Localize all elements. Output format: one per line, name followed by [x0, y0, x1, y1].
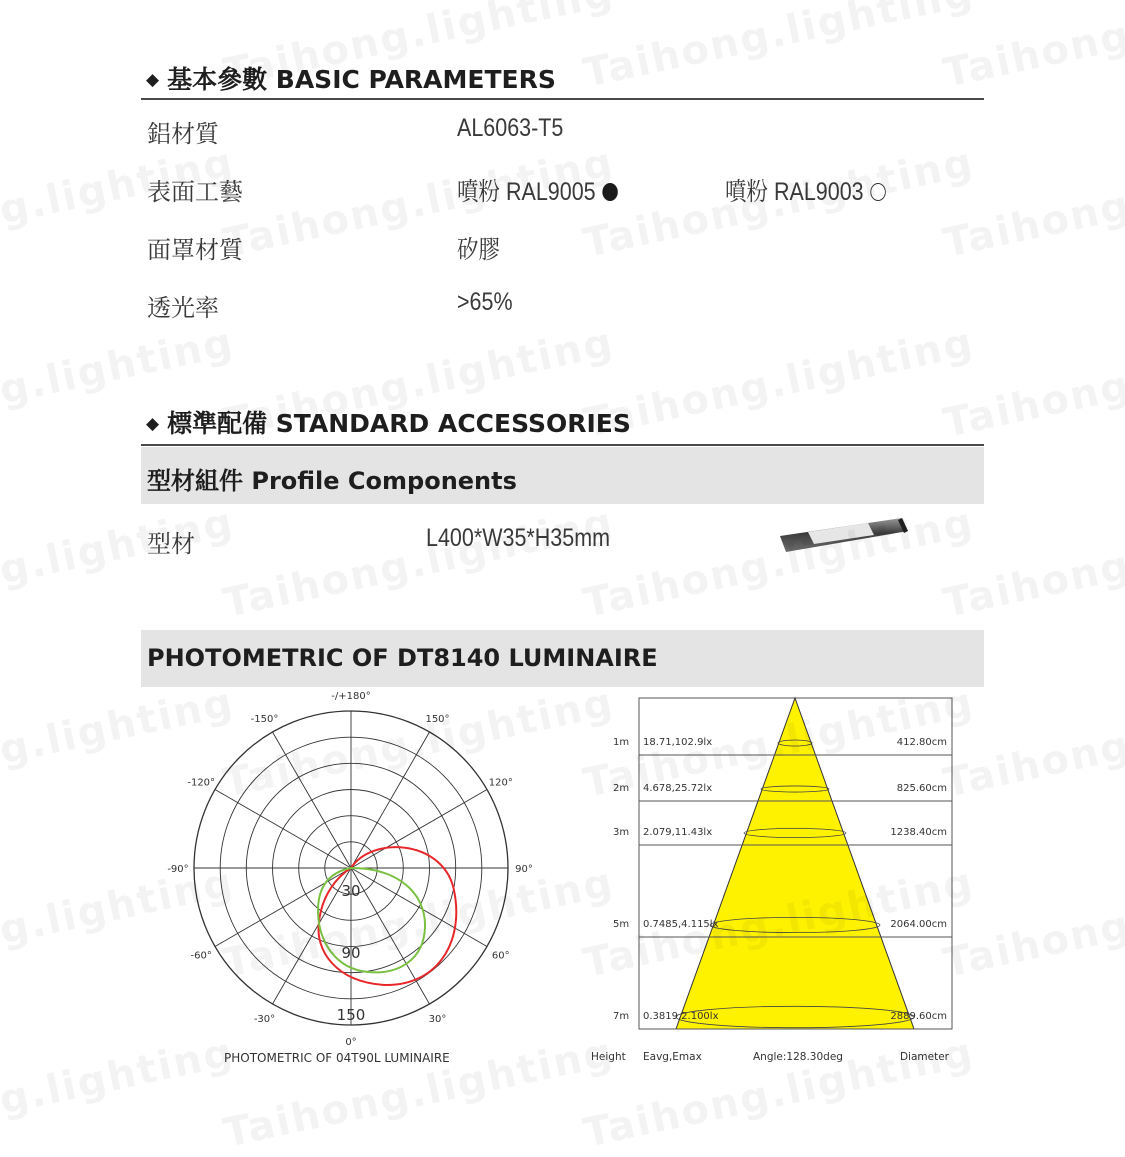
white-swatch-icon [871, 183, 886, 201]
param-value-transmittance: >65% [457, 288, 513, 316]
finish-black-text: 噴粉 RAL9005 [457, 178, 596, 206]
footer-eavg: Eavg,Emax [643, 1051, 702, 1063]
watermark-text [940, 0, 1125, 97]
polar-angle-label: 30° [428, 1013, 447, 1025]
diameter-label: 825.60cm [896, 783, 947, 794]
param-label-aluminium: 鋁材質 [147, 120, 219, 148]
diameter-label: 412.80cm [896, 737, 947, 748]
diameter-label: 1238.40cm [890, 827, 947, 838]
param-value-cover: 矽膠 [457, 236, 501, 264]
radial-label: 30 [341, 882, 361, 900]
photometric-band [141, 630, 984, 687]
diameter-label: 2064.00cm [890, 919, 947, 930]
polar-angle-label: -90° [167, 864, 189, 875]
cone-diagram [585, 690, 965, 1075]
profile-bar-image [770, 514, 910, 560]
height-label: 3m [613, 827, 630, 838]
radial-label: 150 [336, 1006, 366, 1024]
watermark-text [940, 679, 1125, 807]
height-label: 5m [613, 919, 630, 930]
basic-divider [141, 98, 984, 100]
profile-components-band [141, 447, 984, 504]
footer-angle: Angle:128.30deg [753, 1051, 843, 1063]
polar-spoke [351, 868, 430, 1004]
illuminance-label: 0.3819,2.100lx [643, 1011, 719, 1022]
param-value-finish-white [725, 172, 886, 208]
watermark-text [940, 319, 1125, 447]
illuminance-label: 2.079,11.43lx [643, 827, 713, 838]
accessories-title: ◆ 標準配備 STANDARD ACCESSORIES [146, 409, 631, 438]
polar-caption: PHOTOMETRIC OF 04T90L LUMINAIRE [224, 1051, 450, 1065]
polar-angle-label: -/+180° [331, 691, 371, 702]
profile-components-label: 型材組件 Profile Components [147, 467, 517, 495]
polar-spoke [215, 790, 351, 869]
basic-parameters-title: ◆ 基本參數 BASIC PARAMETERS [146, 65, 556, 94]
polar-angle-label: -30° [253, 1013, 276, 1025]
polar-spoke [215, 868, 351, 947]
accessories-divider [141, 444, 984, 446]
polar-diagram [140, 690, 560, 1080]
profile-dimensions: L400*W35*H35mm [426, 524, 611, 552]
diamond-bullet-icon: ◆ [146, 70, 160, 90]
polar-spoke [351, 868, 487, 947]
param-label-transmittance: 透光率 [147, 294, 219, 322]
polar-angle-label: -150° [250, 714, 279, 726]
black-swatch-icon [603, 183, 618, 201]
polar-spoke [351, 790, 487, 869]
diameter-label: 2889.60cm [890, 1011, 947, 1022]
illuminance-label: 0.7485,4.115lx [643, 919, 719, 930]
param-label-cover: 面罩材質 [147, 236, 243, 264]
photometric-title: PHOTOMETRIC OF DT8140 LUMINAIRE [147, 644, 658, 672]
height-label: 2m [613, 783, 630, 794]
height-label: 7m [613, 1011, 630, 1022]
watermark-text [940, 859, 1125, 987]
polar-angle-label: 90° [515, 864, 533, 875]
watermark-text [940, 499, 1125, 627]
param-label-finish: 表面工藝 [147, 178, 243, 206]
watermark-text [0, 499, 238, 627]
illuminance-label: 4.678,25.72lx [643, 783, 713, 794]
diamond-bullet-icon: ◆ [146, 414, 160, 434]
polar-angle-label: -60° [190, 950, 212, 962]
height-label: 1m [613, 737, 630, 748]
polar-angle-label: 60° [491, 950, 510, 962]
profile-label: 型材 [147, 530, 195, 558]
footer-height: Height [591, 1051, 626, 1063]
finish-white-text: 噴粉 RAL9003 [725, 178, 864, 206]
watermark-text [220, 499, 618, 627]
watermark-text [580, 0, 978, 97]
param-value-aluminium: AL6063-T5 [457, 114, 564, 142]
footer-diameter: Diameter [899, 1051, 949, 1063]
polar-spoke [273, 868, 352, 1004]
watermark-text [580, 319, 978, 447]
radial-label: 90 [341, 944, 361, 962]
illuminance-label: 18.71,102.9lx [643, 737, 713, 748]
watermark-text [940, 139, 1125, 267]
param-value-finish-black [457, 172, 618, 208]
polar-angle-label: -120° [187, 777, 216, 789]
polar-angle-label: 120° [488, 777, 513, 789]
polar-angle-label: 0° [345, 1037, 357, 1048]
polar-angle-label: 150° [425, 714, 450, 726]
polar-spoke [273, 732, 352, 868]
